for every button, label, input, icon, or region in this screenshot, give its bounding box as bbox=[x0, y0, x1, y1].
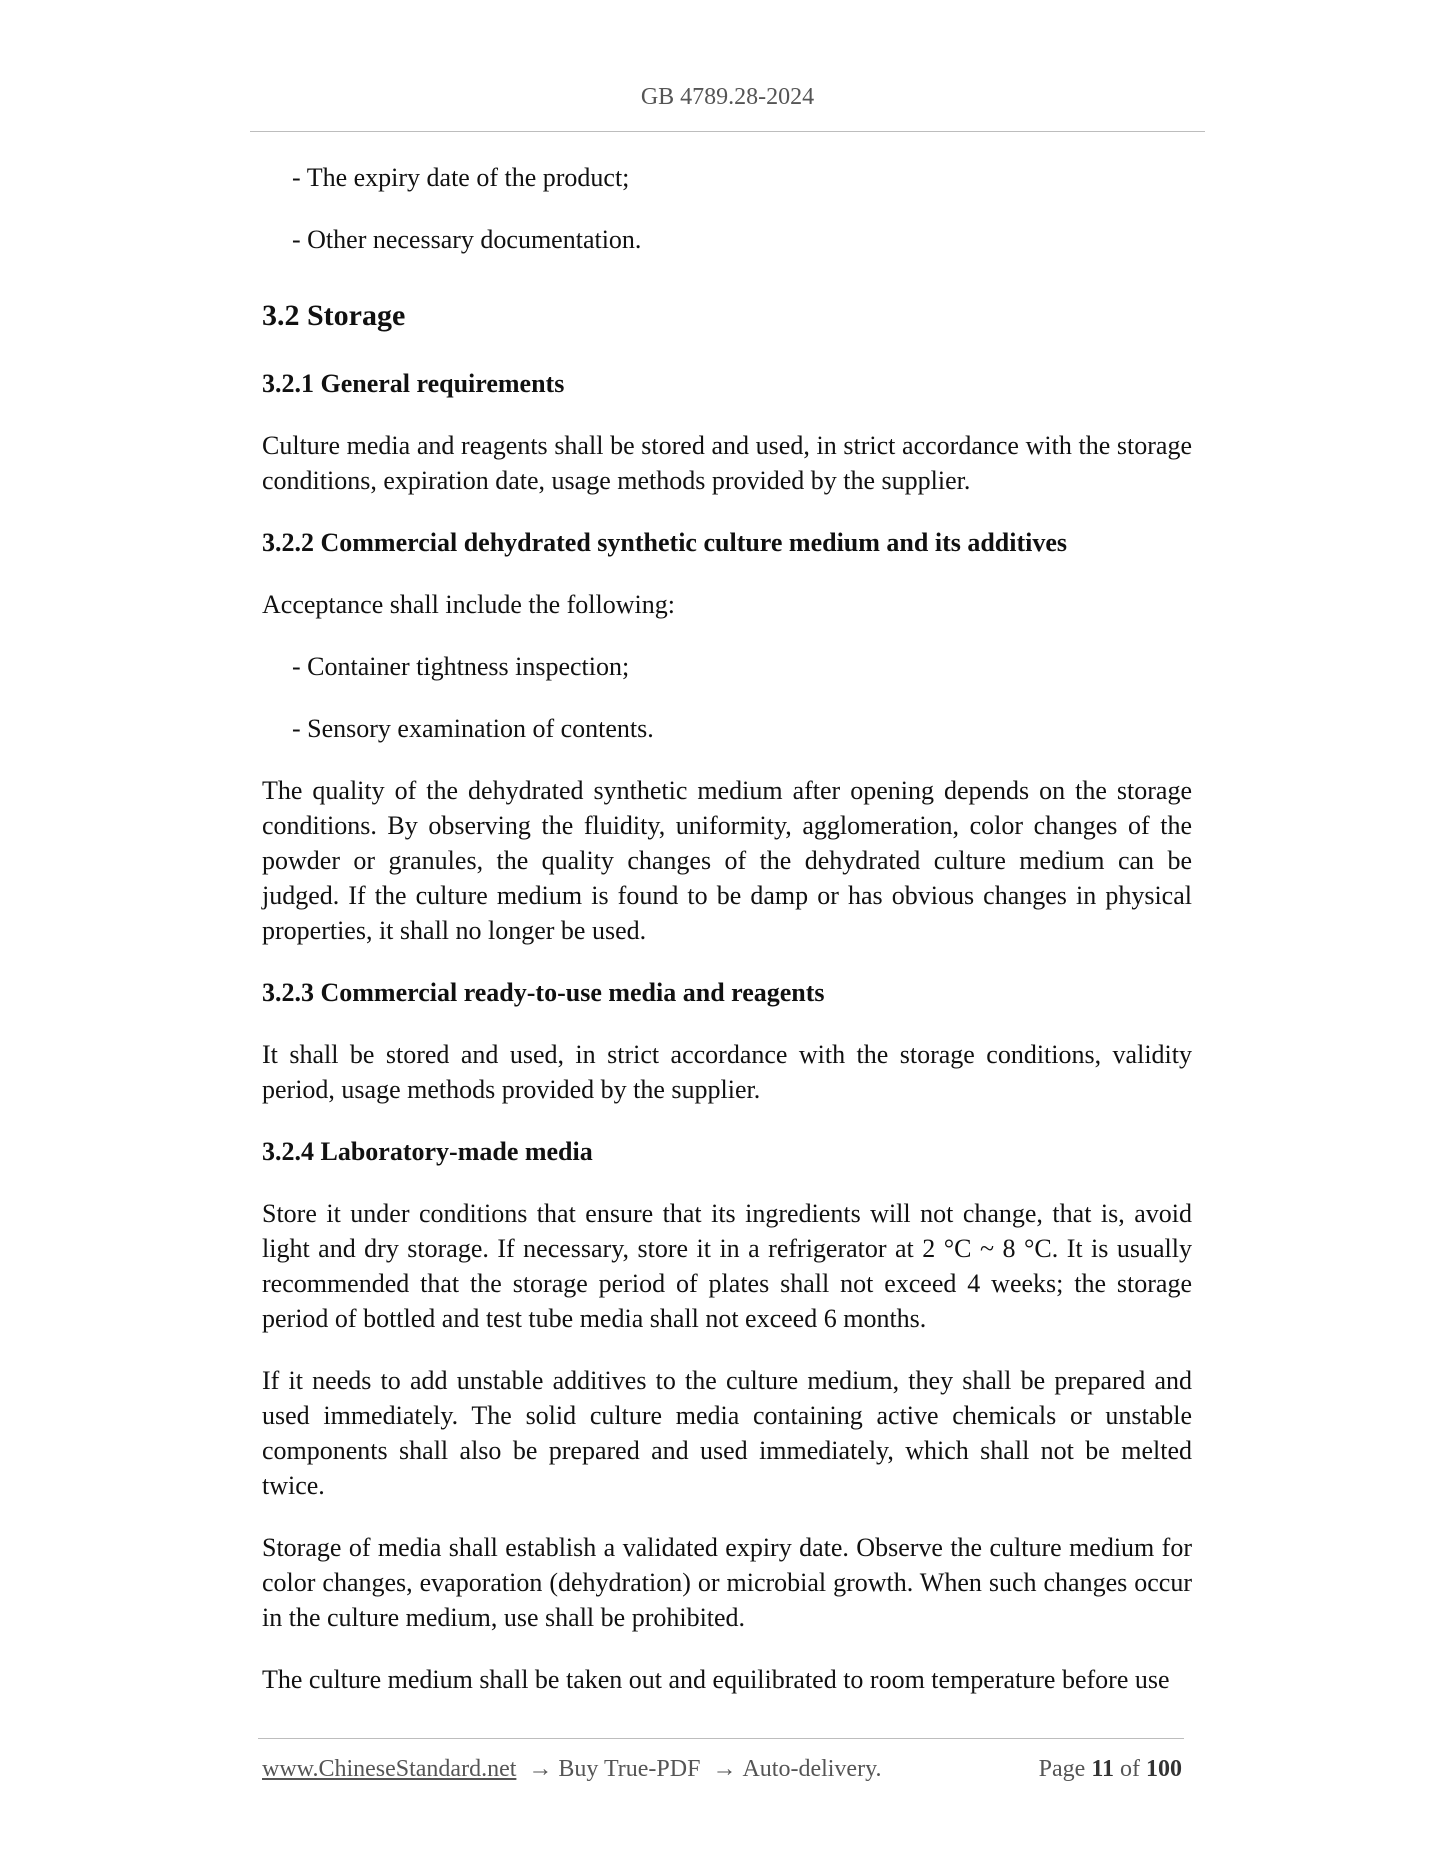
document-body bbox=[262, 160, 1192, 1724]
page-current: 11 bbox=[1091, 1756, 1114, 1782]
paragraph-general-requirements: Culture media and reagents shall be stored and used, in strict accordance with the storage conditions, expiration date, usage methods provided by the supplier. bbox=[262, 431, 1192, 495]
arrow-right-icon: → bbox=[528, 1756, 553, 1782]
paragraph-dehydrated-quality: The quality of the dehydrated synthetic medium after opening depends on the storage conditions. By observing the fluidity, uniformity, agglomeration, color changes of the powder or granules, the quality changes of the dehydrated culture medium can be judged. If the culture medium is found to be damp or has obvious changes in physical properties, it shall no longer be used. bbox=[262, 776, 1192, 945]
header-divider bbox=[250, 131, 1205, 132]
page-label: Page bbox=[1038, 1756, 1086, 1782]
arrow-right-icon: → bbox=[712, 1756, 737, 1782]
buy-true-pdf-text: Buy True-PDF bbox=[558, 1756, 701, 1782]
bullet-expiry-date: - The expiry date of the product; bbox=[292, 163, 630, 192]
page-total: 100 bbox=[1146, 1756, 1182, 1782]
site-link[interactable]: www.ChineseStandard.net bbox=[262, 1756, 517, 1782]
bullet-other-documentation: - Other necessary documentation. bbox=[292, 225, 642, 254]
paragraph-lab-media-storage: Store it under conditions that ensure that its ingredients will not change, that is, avoid light and dry storage. If necessary, store it in a refrigerator at 2 °C ~ 8 °C. It is usually recommended that the storage period of plates shall not exceed 4 weeks; the storage period of bottled and test tube media shall not exceed 6 months. bbox=[262, 1199, 1192, 1333]
page-of-label: of bbox=[1120, 1756, 1140, 1782]
auto-delivery-text: Auto-delivery. bbox=[742, 1756, 882, 1782]
footer-divider bbox=[258, 1738, 1184, 1739]
footer-promo bbox=[262, 1756, 882, 1783]
paragraph-ready-to-use-media: It shall be stored and used, in strict accordance with the storage conditions, validity period, usage methods provided by the supplier. bbox=[262, 1040, 1192, 1104]
paragraph-expiry-validation: Storage of media shall establish a validated expiry date. Observe the culture medium for color changes, evaporation (dehydration) or microbial growth. When such changes occur in the culture medium, use shall be prohibited. bbox=[262, 1533, 1192, 1632]
paragraph-unstable-additives: If it needs to add unstable additives to the culture medium, they shall be prepared and used immediately. The solid culture media containing active chemicals or unstable components shall also be prepared and used immediately, which shall not be melted twice. bbox=[262, 1366, 1192, 1500]
heading-ready-to-use-media: 3.2.3 Commercial ready-to-use media and reagents bbox=[262, 978, 825, 1007]
section-heading-storage: 3.2 Storage bbox=[262, 299, 406, 332]
heading-general-requirements: 3.2.1 General requirements bbox=[262, 369, 565, 398]
document-header-id: GB 4789.28-2024 bbox=[640, 84, 815, 110]
heading-laboratory-made-media: 3.2.4 Laboratory-made media bbox=[262, 1137, 593, 1166]
paragraph-acceptance-intro: Acceptance shall include the following: bbox=[262, 590, 675, 619]
heading-dehydrated-medium: 3.2.2 Commercial dehydrated synthetic culture medium and its additives bbox=[262, 528, 1068, 557]
page-indicator bbox=[1039, 1756, 1182, 1783]
bullet-container-tightness: - Container tightness inspection; bbox=[292, 652, 630, 681]
paragraph-equilibrate-before-use: The culture medium shall be taken out and equilibrated to room temperature before use bbox=[262, 1665, 1170, 1694]
bullet-sensory-examination: - Sensory examination of contents. bbox=[292, 714, 654, 743]
